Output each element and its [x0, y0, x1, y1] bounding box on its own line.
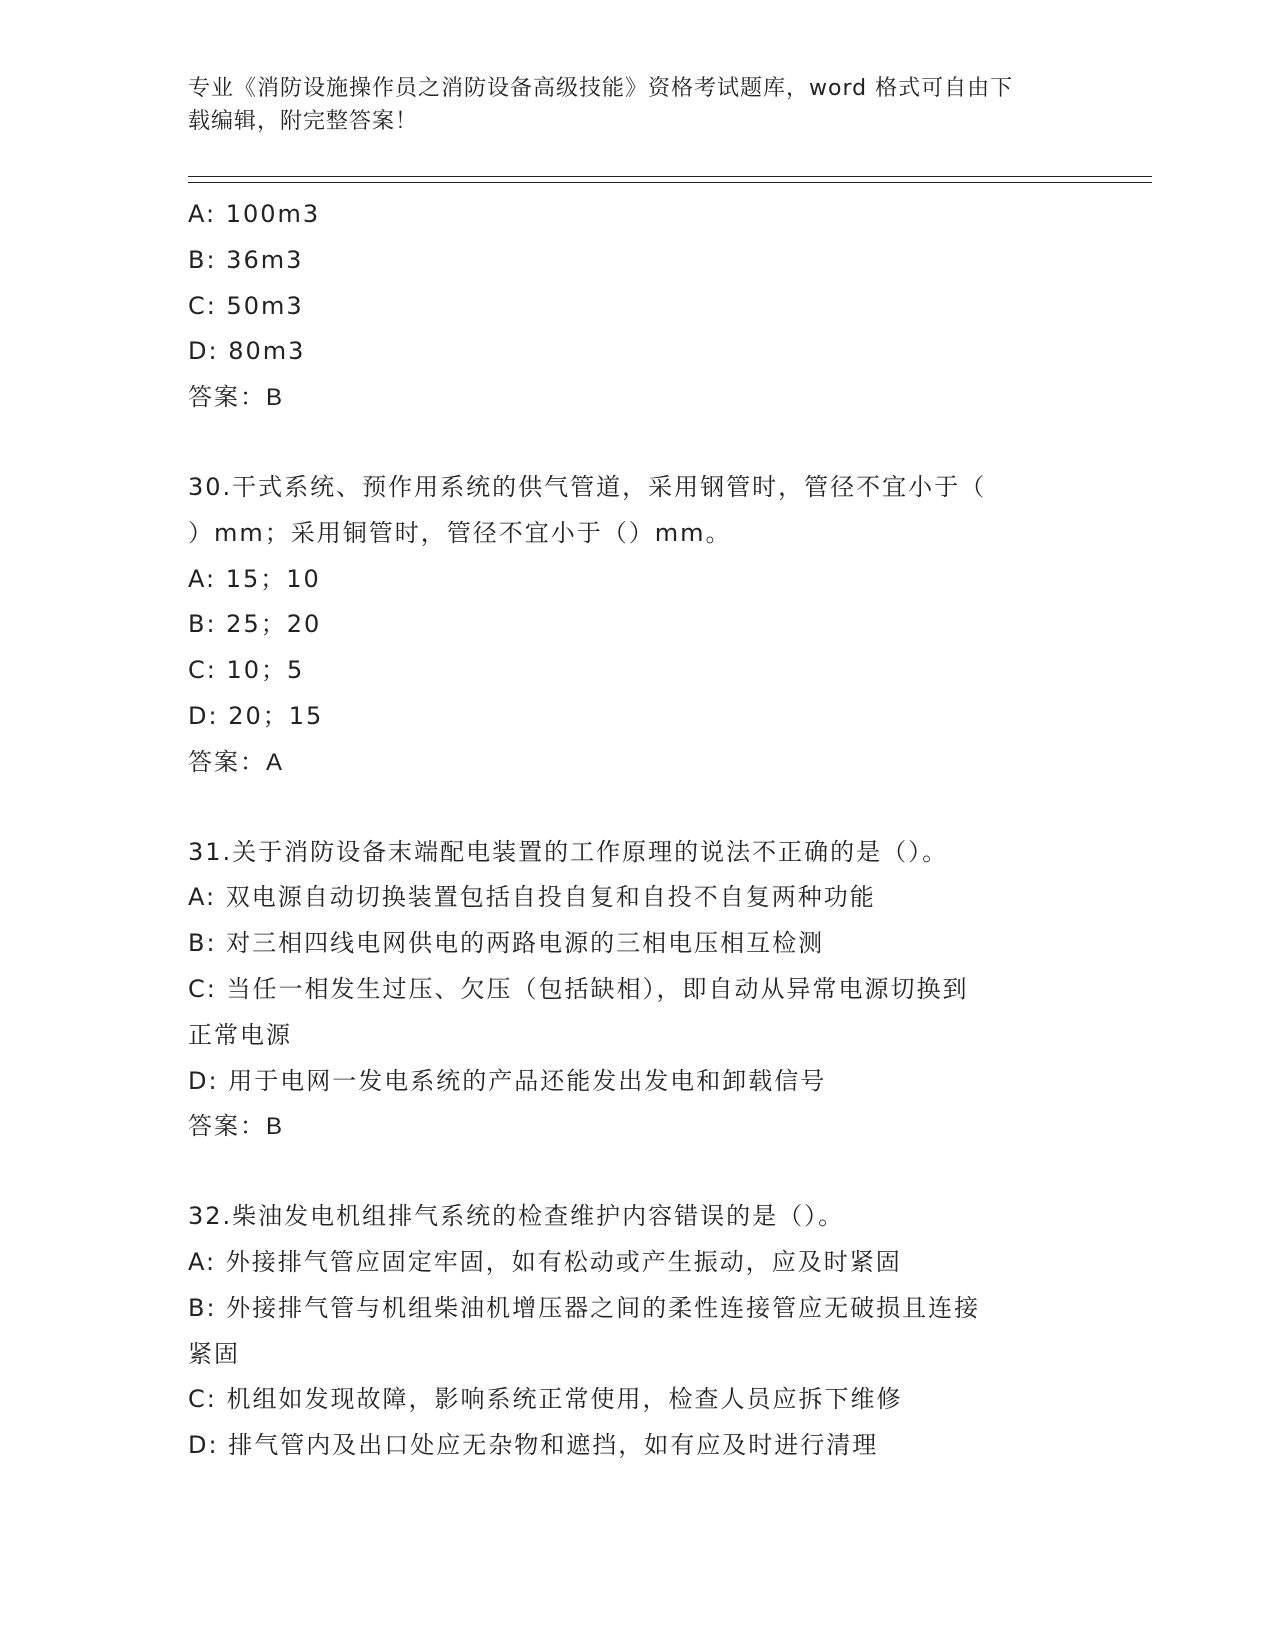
option-b-line-1: B: 外接排气管与机组柴油机增压器之间的柔性连接管应无破损且连接	[188, 1293, 981, 1322]
option-a: A: 15；10	[188, 564, 321, 593]
option-d: D: 排气管内及出口处应无杂物和遮挡，如有应及时进行清理	[188, 1431, 879, 1460]
option-b-line-2: 紧固	[188, 1339, 240, 1368]
option-c-line-1: C: 当任一相发生过压、欠压（包括缺相），即自动从异常电源切换到	[188, 974, 969, 1003]
option-d: D: 20；15	[188, 701, 324, 730]
header-rule-top	[188, 176, 1152, 177]
option-d: D: 用于电网一发电系统的产品还能发出发电和卸载信号	[188, 1066, 827, 1095]
question-30	[188, 465, 1088, 786]
answer: 答案：B	[188, 384, 285, 412]
question-stem: 31.关于消防设备末端配电装置的工作原理的说法不正确的是（）。	[188, 837, 949, 866]
option-c-line-2: 正常电源	[188, 1020, 292, 1049]
question-29	[188, 192, 1088, 421]
option-b: B: 36m3	[188, 245, 304, 274]
option-a: A: 双电源自动切换装置包括自投自复和自投不自复两种功能	[188, 883, 876, 912]
answer: 答案：A	[188, 748, 285, 776]
option-d: D: 80m3	[188, 337, 306, 366]
option-c: C: 50m3	[188, 291, 304, 320]
option-c: C: 机组如发现故障，影响系统正常使用，检查人员应拆下维修	[188, 1385, 903, 1414]
question-stem-line-2: ）mm；采用铜管时，管径不宜小于（）mm。	[188, 518, 732, 547]
question-32	[188, 1194, 1088, 1469]
option-b: B: 25；20	[188, 610, 322, 639]
question-stem: 32.柴油发电机组排气系统的检查维护内容错误的是（）。	[188, 1202, 845, 1231]
header-line-2: 载编辑，附完整答案！	[188, 109, 419, 134]
option-a: A: 100m3	[188, 200, 321, 228]
option-c: C: 10；5	[188, 656, 305, 685]
document-header	[188, 72, 1068, 138]
question-stem-line-1: 30.干式系统、预作用系统的供气管道，采用钢管时，管径不宜小于（	[188, 472, 987, 501]
header-line-1: 专业《消防设施操作员之消防设备高级技能》资格考试题库，word 格式可自由下	[188, 76, 1014, 101]
question-31	[188, 830, 1088, 1151]
answer: 答案：B	[188, 1113, 285, 1141]
option-a: A: 外接排气管应固定牢固，如有松动或产生振动，应及时紧固	[188, 1247, 902, 1276]
question-list	[188, 192, 1088, 1469]
option-b: B: 对三相四线电网供电的两路电源的三相电压相互检测	[188, 929, 825, 958]
header-rule-bottom	[188, 182, 1152, 183]
